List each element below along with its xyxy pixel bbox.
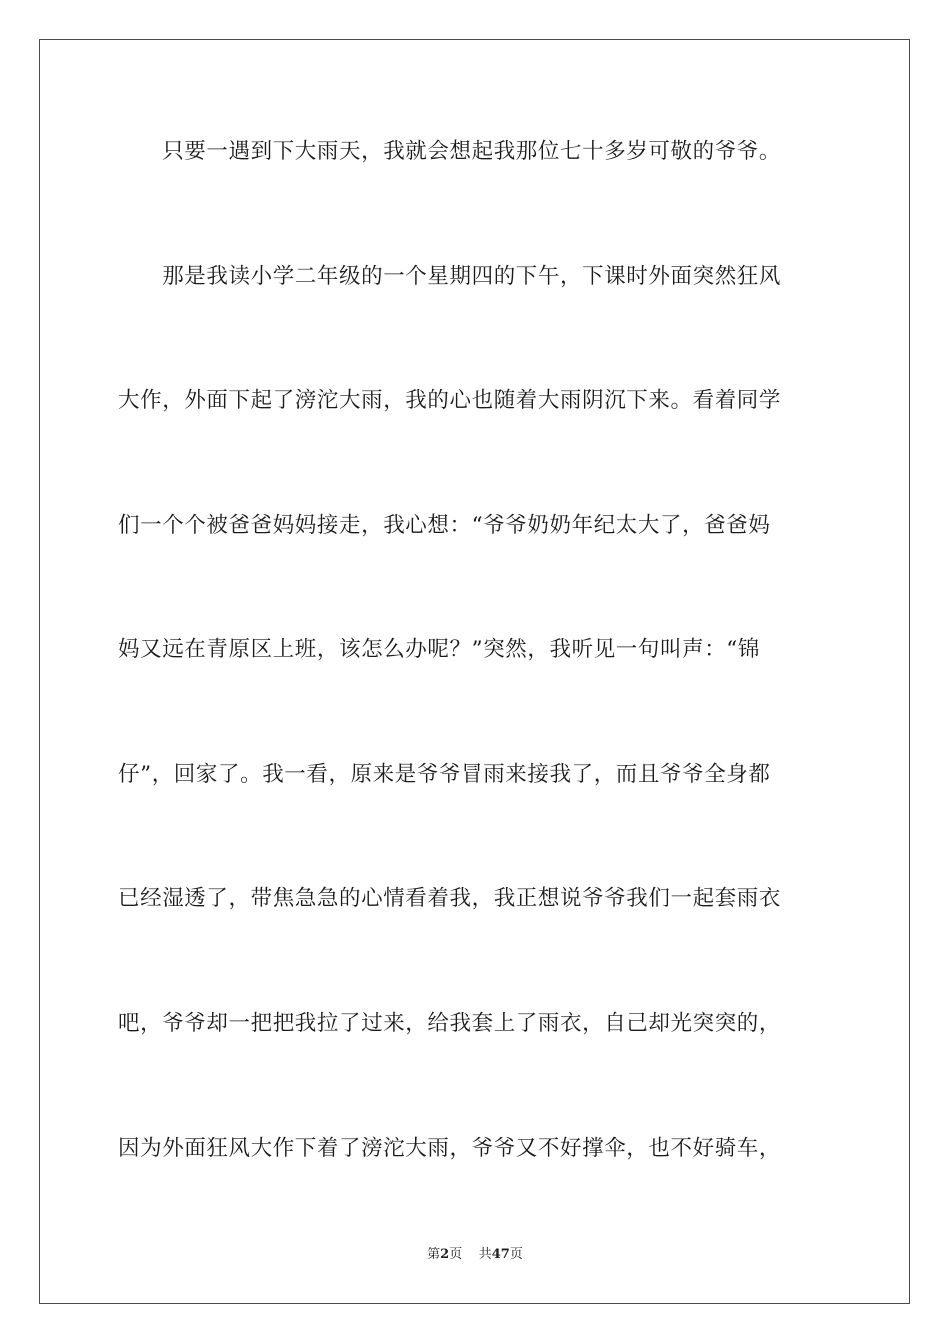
paragraph-2-line-6: 已经湿透了，带焦急急的心情看着我，我正想说爷爷我们一起套雨衣 (118, 886, 782, 911)
total-suffix: 页 (509, 1247, 523, 1262)
paragraph-2-line-8: 因为外面狂风大作下着了滂沱大雨，爷爷又不好撑伞，也不好骑车， (118, 1136, 782, 1161)
page-suffix: 页 (449, 1247, 463, 1262)
paragraph-2-line-4: 妈又远在青原区上班，该怎么办呢？”突然，我听见一句叫声：“锦 (118, 637, 760, 662)
paragraph-2-line-1: 那是我读小学二年级的一个星期四的下午，下课时外面突然狂风 (118, 264, 782, 289)
total-prefix: 共 (478, 1247, 492, 1262)
paragraph-1-line-1: 只要一遇到下大雨天，我就会想起我那位七十多岁可敬的爷爷。 (118, 139, 782, 164)
paragraph-2-line-7: 吧，爷爷却一把把我拉了过来，给我套上了雨衣，自己却光突突的， (118, 1011, 782, 1036)
total-pages: 47 (491, 1247, 510, 1262)
paragraph-2-line-5: 仔”，回家了。我一看，原来是爷爷冒雨来接我了，而且爷爷全身都 (118, 762, 771, 787)
page-footer (0, 1246, 950, 1264)
page-border (39, 39, 910, 1304)
page-number: 2 (440, 1247, 450, 1262)
page-prefix: 第 (427, 1247, 441, 1262)
paragraph-2-line-3: 们一个个被爸爸妈妈接走，我心想：“爷爷奶奶年纪太大了，爸爸妈 (118, 513, 771, 538)
paragraph-2-line-2: 大作，外面下起了滂沱大雨，我的心也随着大雨阴沉下来。看着同学 (118, 388, 782, 413)
